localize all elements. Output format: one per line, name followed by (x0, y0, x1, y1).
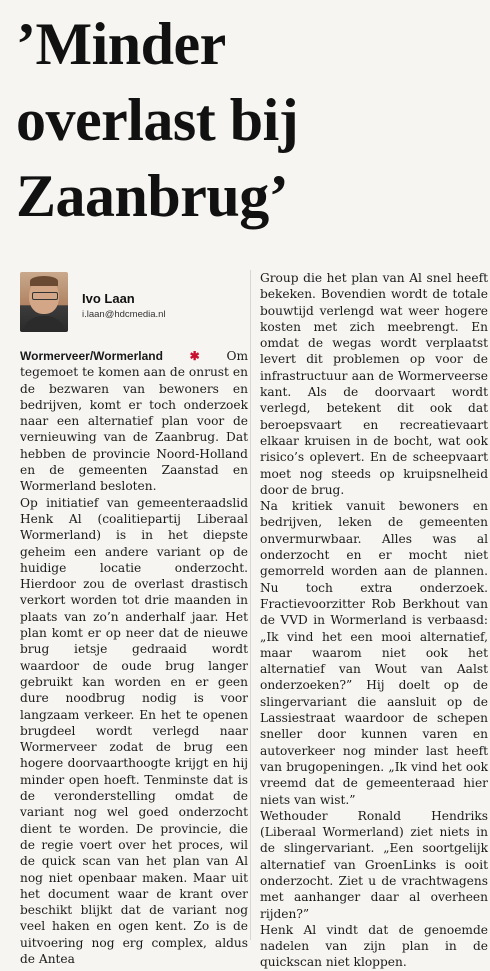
paragraph-3: Group die het plan van Al snel heeft bekeken. Bovendien wordt de totale bouwtijd verlengd wat weer hogere kosten met zich meebrengt. En omdat de wegas wordt verplaatst levert dit problemen op voor de infrastructuur aan de Wormerveerse kant. Als de doorvaart wordt verlegd, betekent dit ook dat beroepsvaart en recreatievaart elkaar kruisen in de bocht, wat ook risico’s oplevert. En de scheepvaart moet nog steeds op kruipsnelheid door de brug. (260, 271, 488, 497)
dateline: Wormerveer/Wormerland (20, 349, 163, 363)
paragraph-5: Wethouder Ronald Hendriks (Liberaal Wormerland) ziet niets in de slingervariant. „Een soortgelijk alternatief van GroenLinks is ooit onderzocht. Ziet u de vrachtwagens met aanhanger daar al overheen rijden?” (260, 808, 488, 921)
headline-line-2: overlast bij (16, 87, 299, 153)
article-column-1 (20, 348, 248, 967)
paragraph-2: Op initiatief van gemeenteraadslid Henk Al (coalitiepartij Liberaal Wormerland) is in het diepste geheim een andere variant op de huidige locatie onderzocht. Hierdoor zou de overlast drastisch verkort worden tot drie maanden in plaats van zo’n anderhalf jaar. Het plan komt er op neer dat de nieuwe brug ietsje gedraaid wordt waardoor de oude brug langer gebruikt kan worden en er geen dure noodbrug nodig is voor langzaam verkeer. En het te openen brugdeel wordt verlegd naar Wormerveer zodat de brug een hogere doorvaarthoogte krijgt en hij minder open hoeft. Tenminste dat is de veronderstelling omdat de variant nog wel goed onderzocht dient te worden. De provincie, die de regie voert over het proces, wil de quick scan van het plan van Al nog niet openbaar maken. Maar uit het document waar de krant over beschikt blijkt dat de variant nog veel haken en ogen kent. Zo is de uitvoering nog erg complex, aldus de Antea (20, 495, 248, 966)
author-photo (20, 272, 68, 332)
star-icon: ✱ (189, 349, 200, 363)
headline-line-3: Zaanbrug’ (16, 163, 289, 229)
paragraph-6: Henk Al vindt dat de genoemde nadelen van zijn plan in de quickscan niet kloppen. (260, 922, 488, 970)
author-email[interactable]: i.laan@hdcmedia.nl (82, 309, 166, 320)
paragraph-1 (20, 348, 248, 495)
paragraph-4: Na kritiek vanuit bewoners en bedrijven, leken de gemeenten onvermurwbaar. Alles was al onderzocht en er mocht niet gemorreld worden aan de plannen. Nu toch extra onderzoek. Fractievoorzitter Rob Berkhout van de VVD in Wormerland is verbaasd: „Ik vind het een mooi alternatief, maar waarom niet ook het alternatief van Wout van Aalst onderzoeken?” Hij doelt op de slingervariant die aansluit op de Lassiestraat waardoor de schepen sneller door kunnen varen en autoverkeer nog minder last heeft van brugopeningen. „Ik vind het ook vreemd dat de gemeenteraad hier niets van wist.” (260, 499, 488, 807)
author-name: Ivo Laan (82, 291, 135, 306)
headline (16, 6, 486, 234)
article-column-2 (260, 270, 488, 971)
headline-line-1: ’Minder (16, 11, 226, 77)
byline (20, 272, 245, 334)
column-divider (250, 270, 251, 940)
paragraph-1-text: Om tegemoet te komen aan de onrust en de bezwaren van bewoners en bedrijven, komt er toch onderzoek naar een alternatief plan voor de vernieuwing van de Zaanbrug. Dat hebben de provincie Noord-Holland en de gemeenten Zaanstad en Wormerland besloten. (20, 349, 249, 494)
